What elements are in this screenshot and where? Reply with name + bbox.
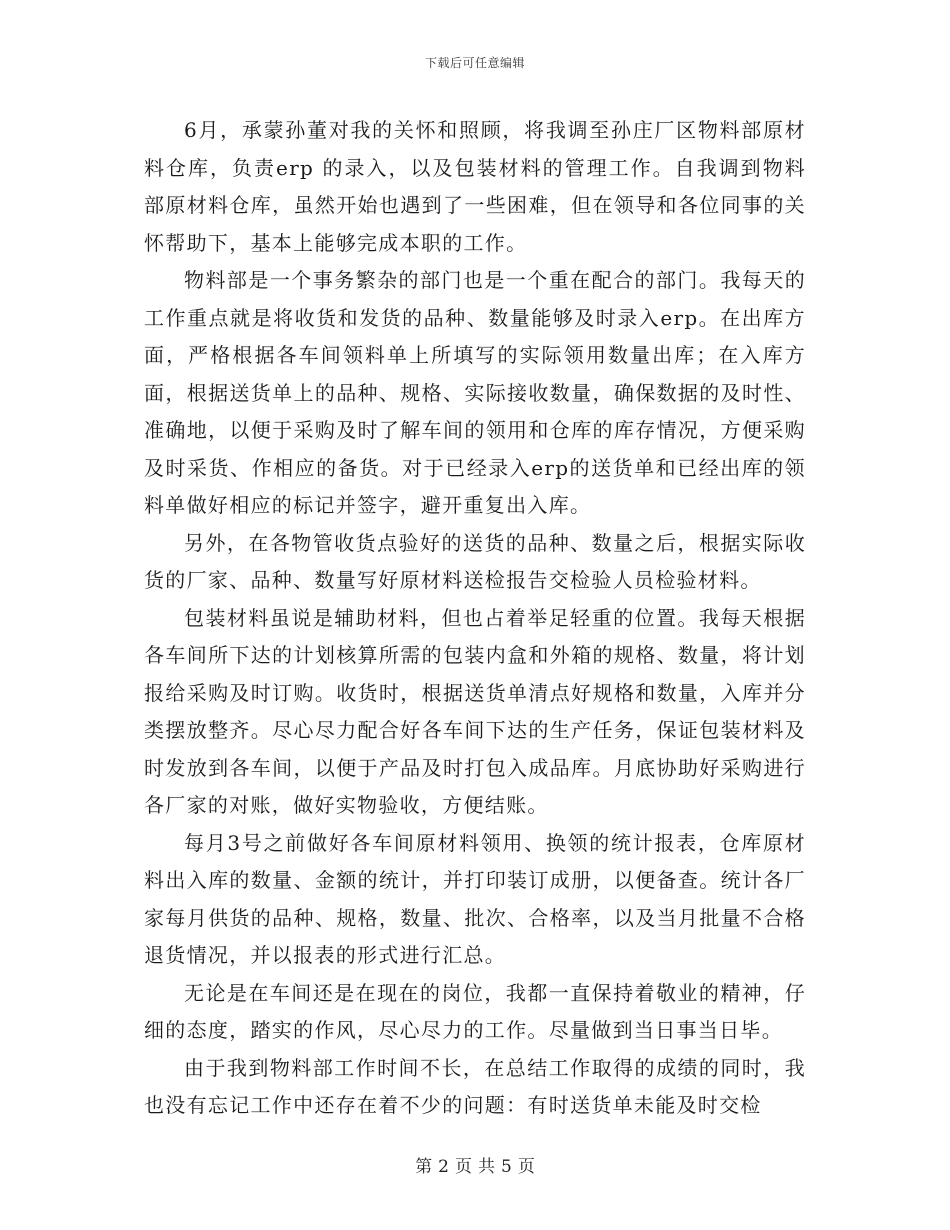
current-page-number: 2: [438, 1157, 449, 1177]
footer-suffix: 页: [517, 1157, 535, 1177]
paragraph: 由于我到物料部工作时间不长，在总结工作取得的成绩的同时，我也没有忘记工作中还存在着不少的问题：有时送货单未能及时交检: [144, 1055, 806, 1117]
paragraph: 6月，承蒙孙董对我的关怀和照顾，将我调至孙庄厂区物料部原材料仓库，负责erp 的录入，以及包装材料的管理工作。自我调到物料部原材料仓库，虽然开始也遇到了一些困难，但在领导和各位同事的关怀帮助下，基本上能够完成本职的工作。: [144, 118, 806, 255]
page-header: 下载后可任意编辑: [424, 56, 525, 70]
page-footer: [0, 1152, 950, 1177]
paragraph: 包装材料虽说是辅助材料，但也占着举足轻重的位置。我每天根据各车间所下达的计划核算所需的包装内盒和外箱的规格、数量，将计划报给采购及时订购。收货时，根据送货单清点好规格和数量，入库并分类摆放整齐。尽心尽力配合好各车间下达的生产任务，保证包装材料及时发放到各车间，以便于产品及时打包入成品库。月底协助好采购进行各厂家的对账，做好实物验收，方便结账。: [144, 605, 806, 817]
footer-prefix: 第: [415, 1157, 433, 1177]
footer-total-word: 共: [478, 1157, 495, 1177]
paragraph: 物料部是一个事务繁杂的部门也是一个重在配合的部门。我每天的工作重点就是将收货和发货的品种、数量能够及时录入erp。在出库方面，严格根据各车间领料单上所填写的实际领用数量出库；在入库方面，根据送货单上的品种、规格、实际接收数量，确保数据的及时性、准确地，以便于采购及时了解车间的领用和仓库的库存情况，方便采购及时采货、作相应的备货。对于已经录入erp的送货单和已经出库的领料单做好相应的标记并签字，避开重复出入库。: [144, 268, 806, 517]
paragraph: 无论是在车间还是在现在的岗位，我都一直保持着敬业的精神，仔细的态度，踏实的作风，尽心尽力的工作。尽量做到当日事当日毕。: [144, 980, 806, 1042]
total-pages-number: 5: [501, 1157, 512, 1177]
footer-page-word: 页: [455, 1157, 472, 1177]
paragraph: 另外，在各物管收货点验好的送货的品种、数量之后，根据实际收货的厂家、品种、数量写好原材料送检报告交检验人员检验材料。: [144, 530, 806, 592]
document-body: [144, 112, 806, 1125]
paragraph: 每月3号之前做好各车间原材料领用、换领的统计报表，仓库原材料出入库的数量、金额的统计，并打印装订成册，以便备查。统计各厂家每月供货的品种、规格，数量、批次、合格率，以及当月批量不合格退货情况，并以报表的形式进行汇总。: [144, 830, 806, 967]
